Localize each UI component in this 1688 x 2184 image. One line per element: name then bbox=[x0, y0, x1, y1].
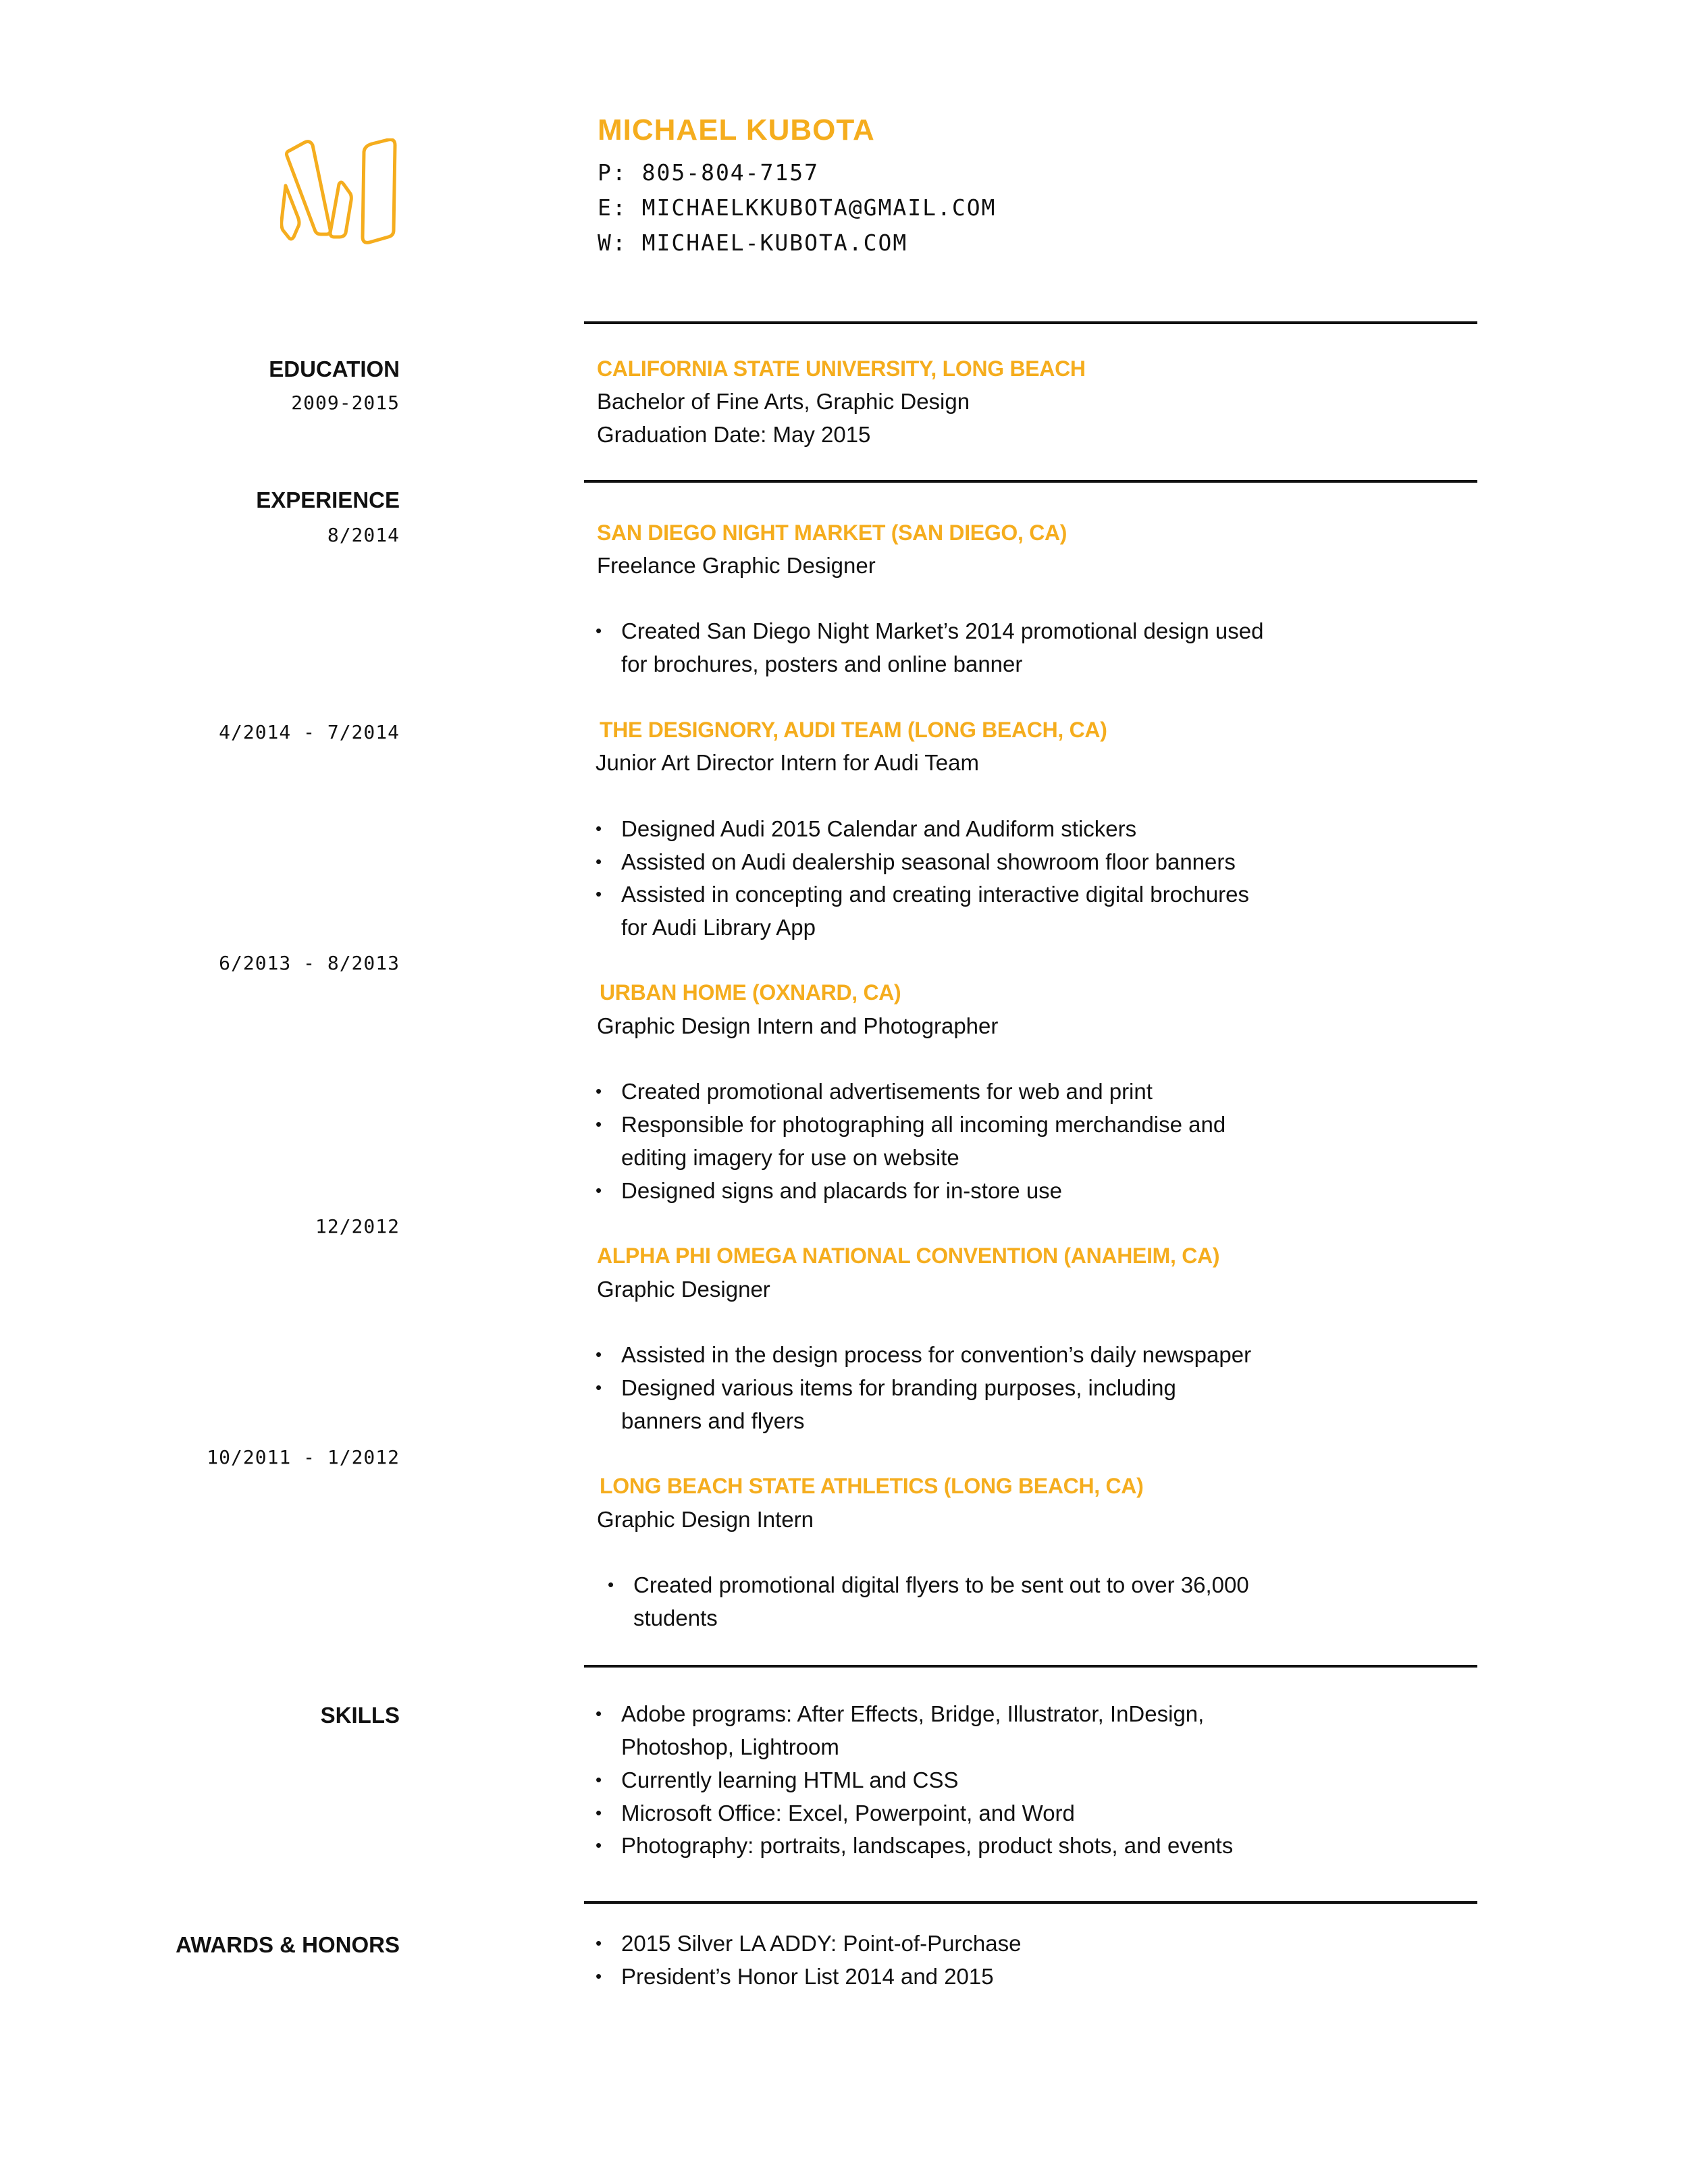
education-heading: EDUCATION bbox=[269, 356, 400, 381]
job-organization: ALPHA PHI OMEGA NATIONAL CONVENTION (ANAHEIM, CA) bbox=[597, 1244, 1220, 1268]
job-dates: 12/2012 bbox=[315, 1215, 400, 1237]
award-item: • 2015 Silver LA ADDY: Point-of-Purchase bbox=[621, 1931, 1022, 1956]
job-dates: 6/2013 - 8/2013 bbox=[219, 952, 400, 974]
education-school: CALIFORNIA STATE UNIVERSITY, LONG BEACH bbox=[597, 356, 1086, 381]
job-role: Junior Art Director Intern for Audi Team bbox=[596, 750, 979, 775]
experience-heading: EXPERIENCE bbox=[256, 487, 400, 512]
job-role: Graphic Design Intern bbox=[597, 1507, 814, 1532]
job-dates: 4/2014 - 7/2014 bbox=[219, 721, 400, 743]
job-bullet-continued: students bbox=[633, 1605, 718, 1630]
job-organization: THE DESIGNORY, AUDI TEAM (LONG BEACH, CA) bbox=[600, 718, 1107, 742]
candidate-name: MICHAEL KUBOTA bbox=[598, 113, 875, 147]
job-bullet-continued: editing imagery for use on website bbox=[621, 1145, 959, 1170]
job-bullet: • Created San Diego Night Market’s 2014 promotional design used bbox=[621, 618, 1263, 644]
job-organization: SAN DIEGO NIGHT MARKET (SAN DIEGO, CA) bbox=[597, 521, 1067, 545]
skill-item: • Adobe programs: After Effects, Bridge, Illustrator, InDesign, bbox=[621, 1701, 1204, 1727]
job-bullet: • Created promotional digital flyers to be sent out to over 36,000 bbox=[633, 1572, 1249, 1598]
job-bullet-continued: banners and flyers bbox=[621, 1408, 805, 1433]
job-bullet: • Responsible for photographing all incoming merchandise and bbox=[621, 1112, 1225, 1138]
job-dates: 8/2014 bbox=[327, 524, 400, 546]
job-bullet-continued: for Audi Library App bbox=[621, 915, 816, 940]
skill-item: • Microsoft Office: Excel, Powerpoint, and Word bbox=[621, 1801, 1075, 1826]
job-organization: LONG BEACH STATE ATHLETICS (LONG BEACH, CA) bbox=[600, 1474, 1144, 1498]
skill-item: • Photography: portraits, landscapes, product shots, and events bbox=[621, 1833, 1233, 1859]
section-divider bbox=[584, 321, 1477, 324]
education-graduation: Graduation Date: May 2015 bbox=[597, 422, 871, 447]
education-degree: Bachelor of Fine Arts, Graphic Design bbox=[597, 389, 970, 414]
job-role: Freelance Graphic Designer bbox=[597, 553, 876, 578]
job-dates: 10/2011 - 1/2012 bbox=[207, 1446, 400, 1468]
website-address: W: MICHAEL-KUBOTA.COM bbox=[598, 230, 908, 256]
job-bullet: • Assisted on Audi dealership seasonal showroom floor banners bbox=[621, 849, 1236, 875]
email-address: E: MICHAELKKUBOTA@GMAIL.COM bbox=[598, 194, 997, 221]
job-bullet-continued: for brochures, posters and online banner bbox=[621, 651, 1023, 676]
job-role: Graphic Designer bbox=[597, 1277, 770, 1302]
education-dates: 2009-2015 bbox=[291, 392, 400, 414]
job-bullet: • Assisted in the design process for convention’s daily newspaper bbox=[621, 1342, 1251, 1368]
skills-heading: SKILLS bbox=[320, 1703, 400, 1728]
skill-item-continued: Photoshop, Lightroom bbox=[621, 1734, 839, 1759]
phone-number: P: 805-804-7157 bbox=[598, 159, 820, 186]
award-item: • President’s Honor List 2014 and 2015 bbox=[621, 1964, 994, 1990]
job-bullet: • Designed signs and placards for in-store use bbox=[621, 1178, 1062, 1204]
section-divider bbox=[584, 480, 1477, 483]
job-organization: URBAN HOME (OXNARD, CA) bbox=[600, 980, 901, 1005]
section-divider bbox=[584, 1901, 1477, 1904]
monogram-m-icon bbox=[280, 138, 402, 253]
skill-item: • Currently learning HTML and CSS bbox=[621, 1767, 958, 1793]
job-bullet: • Designed Audi 2015 Calendar and Audiform stickers bbox=[621, 816, 1136, 842]
job-bullet: • Assisted in concepting and creating interactive digital brochures bbox=[621, 882, 1249, 907]
job-role: Graphic Design Intern and Photographer bbox=[597, 1013, 999, 1038]
awards-heading: AWARDS & HONORS bbox=[176, 1932, 400, 1957]
section-divider bbox=[584, 1665, 1477, 1668]
job-bullet: • Designed various items for branding purposes, including bbox=[621, 1375, 1176, 1401]
job-bullet: • Created promotional advertisements for web and print bbox=[621, 1079, 1153, 1104]
